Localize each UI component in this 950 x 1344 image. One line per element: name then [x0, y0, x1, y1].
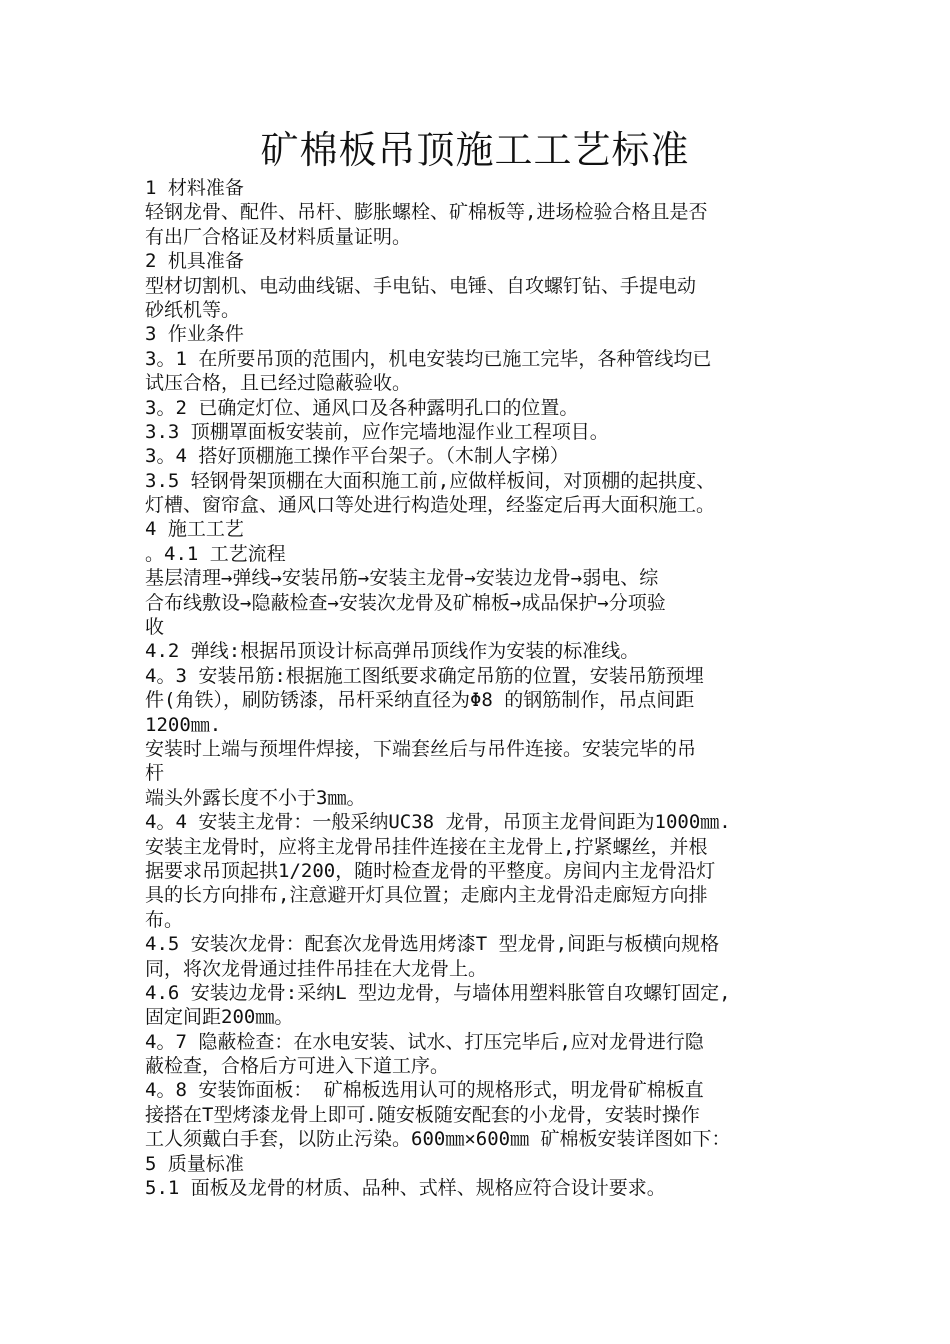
- text-line: 1 材料准备: [145, 177, 244, 199]
- text-line: 3.5 轻钢骨架顶棚在大面积施工前,应做样板间，对顶棚的起拱度、: [145, 469, 716, 492]
- text-line: 4。8 安装饰面板： 矿棉板选用认可的规格形式，明龙骨矿棉板直: [145, 1079, 704, 1102]
- text-line: 4。3 安装吊筋:根据施工图纸要求确定吊筋的位置，安装吊筋预埋: [145, 664, 704, 687]
- text-line: 5 质量标准: [145, 1152, 244, 1175]
- text-line: 2 机具准备: [145, 250, 244, 273]
- text-line: 3.3 顶棚罩面板安装前，应作完墙地湿作业工程项目。: [145, 420, 609, 443]
- text-line: 3。2 已确定灯位、通风口及各种露明孔口的位置。: [145, 396, 579, 419]
- text-line: 接搭在T型烤漆龙骨上即可.随安板随安配套的小龙骨，安装时操作: [145, 1103, 700, 1126]
- text-line: 端头外露长度不小于3㎜。: [145, 786, 366, 809]
- text-line: 安装主龙骨时，应将主龙骨吊挂件连接在主龙骨上,拧紧螺丝，并根: [145, 835, 708, 858]
- text-line: 3 作业条件: [145, 323, 244, 346]
- text-line: 固定间距200㎜。: [145, 1006, 294, 1029]
- text-line: 灯槽、窗帘盒、通风口等处进行构造处理，经鉴定后再大面积施工。: [145, 494, 716, 517]
- text-line: 收: [145, 616, 165, 639]
- text-line: 杆: [145, 762, 165, 785]
- text-line: 型材切割机、电动曲线锯、手电钻、电锤、自攻螺钉钻、手提电动: [145, 274, 697, 297]
- text-line: 工人须戴白手套，以防止污染。600㎜×600㎜ 矿棉板安装详图如下：: [145, 1128, 731, 1151]
- text-line: 4 施工工艺: [145, 518, 244, 541]
- text-line: 据要求吊顶起拱1/200，随时检查龙骨的平整度。房间内主龙骨沿灯: [145, 859, 716, 882]
- text-line: 4.5 安装次龙骨：配套次龙骨选用烤漆T 型龙骨,间距与板横向规格: [145, 933, 720, 956]
- text-line: 安装时上端与预埋件焊接，下端套丝后与吊件连接。安装完毕的吊: [145, 737, 697, 760]
- text-line: 3。4 搭好顶棚施工操作平台架子。（木制人字梯）: [145, 445, 569, 468]
- document-body: [145, 176, 810, 1200]
- text-line: 4。4 安装主龙骨：一般采纳UC38 龙骨，吊顶主龙骨间距为1000㎜.: [145, 811, 731, 834]
- text-line: 砂纸机等。: [145, 298, 241, 321]
- text-line: 4.2 弹线:根据吊顶设计标高弹吊顶线作为安装的标准线。: [145, 640, 640, 663]
- text-line: 同，将次龙骨通过挂件吊挂在大龙骨上。: [145, 957, 488, 980]
- text-line: 轻钢龙骨、配件、吊杆、膨胀螺栓、矿棉板等,进场检验合格且是否: [145, 201, 708, 224]
- text-line: 具的长方向排布,注意避开灯具位置；走廊内主龙骨沿走廊短方向排: [145, 884, 708, 907]
- text-line: 基层清理→弹线→安装吊筋→安装主龙骨→安装边龙骨→弱电、综: [145, 567, 659, 590]
- text-line: 蔽检查，合格后方可进入下道工序。: [145, 1055, 450, 1078]
- text-line: 试压合格，且已经过隐蔽验收。: [145, 372, 412, 395]
- text-line: 4。7 隐蔽检查：在水电安装、试水、打压完毕后,应对龙骨进行隐: [145, 1030, 704, 1053]
- text-line: 有出厂合格证及材料质量证明。: [145, 225, 412, 248]
- text-line: 1200㎜.: [145, 713, 222, 736]
- text-line: 布。: [145, 908, 184, 931]
- document-title: 矿棉板吊顶施工工艺标准: [260, 128, 690, 172]
- text-line: 合布线敷设→隐蔽检查→安装次龙骨及矿棉板→成品保护→分项验: [145, 591, 666, 614]
- text-line: 5.1 面板及龙骨的材质、品种、式样、规格应符合设计要求。: [145, 1177, 666, 1200]
- text-line: 4.6 安装边龙骨:采纳L 型边龙骨，与墙体用塑料胀管自攻螺钉固定,: [145, 981, 731, 1004]
- text-line: 件(角铁），刷防锈漆，吊杆采纳直径为Φ8 的钢筋制作，吊点间距: [145, 689, 695, 712]
- text-line: 。4.1 工艺流程: [145, 542, 286, 565]
- text-line: 3。1 在所要吊顶的范围内，机电安装均已施工完毕，各种管线均已: [145, 347, 712, 370]
